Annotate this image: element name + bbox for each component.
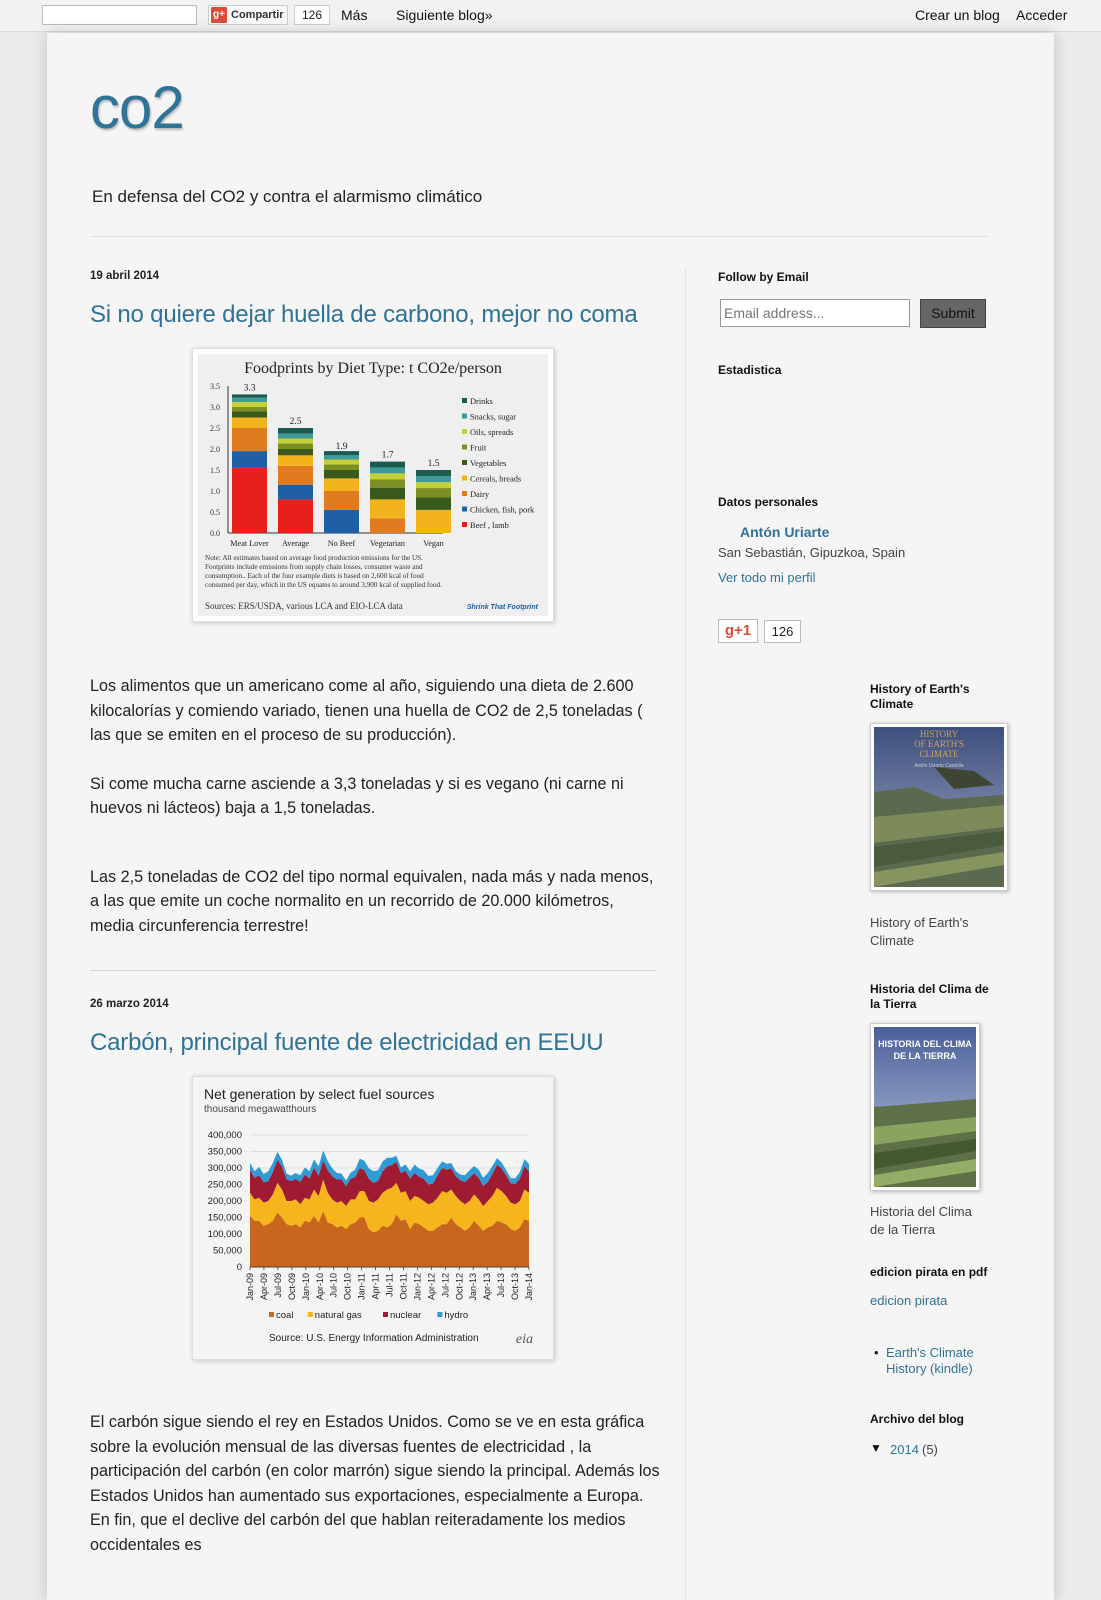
- legend-swatch: [462, 445, 467, 450]
- legend-swatch: [462, 491, 467, 496]
- y-tick-label: 2.0: [210, 445, 220, 454]
- pirate-edition-heading: edicion pirata en pdf: [870, 1265, 988, 1279]
- google-plus-icon: g+: [211, 7, 227, 23]
- legend-swatch: [462, 398, 467, 403]
- y-tick-label: 0.5: [210, 508, 220, 517]
- bar-segment: [416, 497, 451, 510]
- bar-total-label: 3.3: [243, 383, 256, 394]
- post-date: 19 abril 2014: [90, 270, 160, 282]
- bar-segment: [232, 418, 267, 429]
- x-tick-label: Apr-09: [258, 1273, 269, 1301]
- y-tick-label: 300,000: [207, 1163, 242, 1174]
- chart-source: Sources: ERS/USDA, various LCA and EIO-LCA data: [205, 601, 403, 611]
- legend-swatch: [437, 1312, 442, 1317]
- bar-segment: [416, 470, 451, 476]
- share-label: Compartir: [231, 9, 284, 21]
- bar-segment: [416, 488, 451, 497]
- navbar-search-input[interactable]: [42, 5, 197, 25]
- triangle-down-icon[interactable]: ▼: [870, 1441, 882, 1455]
- net-generation-chart[interactable]: [192, 1076, 554, 1360]
- bar-segment: [370, 518, 405, 533]
- statistics-heading: Estadistica: [718, 363, 782, 377]
- chart-note-line: consumption.. Each of the four example diets is based on 2,600 kcal of food: [205, 572, 424, 580]
- bar-segment: [324, 491, 359, 510]
- post-paragraph: Si come mucha carne asciende a 3,3 toneladas y si es vegano (ni carne ni huevos ni lácteos) baja a 1,5 toneladas.: [90, 774, 624, 817]
- blog-description: En defensa del CO2 y contra el alarmismo climático: [92, 187, 483, 206]
- legend-swatch: [269, 1312, 274, 1317]
- bar-segment: [232, 398, 267, 402]
- archive-heading: Archivo del blog: [870, 1412, 965, 1426]
- bar-segment: [278, 449, 313, 455]
- bar-segment: [370, 473, 405, 479]
- foodprints-chart[interactable]: [192, 348, 554, 622]
- bar-segment: [232, 451, 267, 468]
- bar-segment: [278, 439, 313, 444]
- create-blog-link[interactable]: Crear un blog: [915, 7, 1000, 23]
- legend-swatch: [462, 507, 467, 512]
- kindle-link[interactable]: Earth's Climate History (kindle): [886, 1345, 974, 1376]
- y-tick-label: 1.0: [210, 487, 220, 496]
- archive-year-link[interactable]: 2014: [890, 1442, 919, 1457]
- bar-segment: [324, 478, 359, 491]
- legend-swatch: [462, 429, 467, 434]
- category-label: No Beef: [327, 539, 356, 548]
- x-tick-label: Apr-12: [426, 1273, 437, 1301]
- x-tick-label: Oct-09: [286, 1273, 297, 1301]
- post-paragraph: Las 2,5 toneladas de CO2 del tipo normal equivalen, nada más y nada menos, a las que emite un coche normalito en un recorrido de 20.000 kilómetros, media circunferencia terrestre!: [90, 867, 654, 935]
- post-body: [90, 1410, 660, 1557]
- x-tick-label: Jan-11: [356, 1273, 367, 1300]
- legend-label: Chicken, fish, pork: [470, 505, 535, 515]
- bar-segment: [232, 402, 267, 407]
- book1-heading: History of Earth's Climate: [870, 682, 970, 711]
- y-tick-label: 100,000: [207, 1229, 242, 1240]
- x-tick-label: Jul-13: [496, 1273, 507, 1298]
- google-plus-count: 126: [764, 620, 801, 643]
- post-body: [90, 674, 660, 938]
- legend-label: Fruit: [470, 443, 487, 453]
- share-button[interactable]: [208, 5, 288, 25]
- post-title[interactable]: Si no quiere dejar huella de carbono, mejor no coma: [90, 301, 638, 328]
- x-tick-label: Jul-12: [440, 1273, 451, 1298]
- chart-note: [205, 554, 442, 589]
- google-plus-one-button[interactable]: g+1: [718, 619, 758, 643]
- post-separator: [90, 970, 656, 971]
- chart-note-line: Footprints include emissions from supply chain losses, consumer waste and: [205, 563, 423, 571]
- y-tick-label: 0.0: [210, 529, 220, 538]
- legend-label: nuclear: [390, 1310, 422, 1321]
- archive-count: (5): [922, 1442, 938, 1457]
- legend-swatch: [462, 522, 467, 527]
- bar-segment: [370, 462, 405, 468]
- x-tick-label: Oct-12: [454, 1273, 465, 1301]
- bar-segment: [278, 455, 313, 466]
- y-tick-label: 2.5: [210, 424, 220, 433]
- blogger-navbar: [0, 0, 1101, 32]
- y-tick-label: 1.5: [210, 466, 220, 475]
- post-title[interactable]: Carbón, principal fuente de electricidad en EEUU: [90, 1029, 604, 1056]
- book2-caption: Historia del Clima de la Tierra: [870, 1204, 972, 1237]
- x-tick-label: Jan-12: [412, 1273, 423, 1301]
- category-label: Average: [281, 539, 310, 548]
- legend-label: Cereals, breads: [470, 474, 522, 484]
- chart-title: Net generation by select fuel sources: [204, 1086, 435, 1102]
- eia-logo: eia: [515, 1332, 533, 1347]
- bar-segment: [278, 485, 313, 500]
- blog-page: [47, 33, 1054, 1600]
- bar-segment: [278, 444, 313, 449]
- book2-heading: Historia del Clima de la Tierra: [870, 982, 989, 1011]
- bar-segment: [324, 470, 359, 478]
- category-label: Vegetarian: [369, 539, 406, 548]
- pirate-edition-link[interactable]: edicion pirata: [870, 1293, 948, 1308]
- book1-cover-title: HISTORY OF EARTH'S CLIMATE: [914, 729, 964, 759]
- profile-name-link[interactable]: Antón Uriarte: [740, 524, 830, 540]
- legend-label: natural gas: [314, 1310, 362, 1321]
- legend-label: Beef , lamb: [470, 521, 509, 530]
- y-tick-label: 3.0: [210, 403, 220, 412]
- legend-swatch: [383, 1312, 388, 1317]
- bar-segment: [370, 499, 405, 518]
- email-input[interactable]: [720, 299, 910, 327]
- bar-segment: [324, 510, 359, 533]
- view-profile-link[interactable]: Ver todo mi perfil: [718, 570, 816, 585]
- bar-segment: [232, 407, 267, 411]
- chart-subtitle: thousand megawatthours: [204, 1104, 317, 1115]
- category-label: Meat Lover: [230, 539, 269, 548]
- legend-label: Snacks, sugar: [470, 412, 517, 422]
- chart-title: Foodprints by Diet Type: t CO2e/person: [244, 360, 502, 377]
- net-generation-chart-svg: [193, 1077, 553, 1359]
- bar-segment: [416, 476, 451, 482]
- legend-swatch: [462, 414, 467, 419]
- x-tick-label: Oct-11: [398, 1273, 409, 1300]
- bar-segment: [370, 488, 405, 500]
- chart-note-line: consumed per day, which in the US equates to around 3,900 kcal of supplied food.: [205, 581, 442, 589]
- follow-by-email-heading: Follow by Email: [718, 270, 809, 284]
- bar-segment: [370, 479, 405, 487]
- profile-location: San Sebastián, Gipuzkoa, Spain: [718, 545, 906, 560]
- bar-segment: [232, 411, 267, 417]
- bar-segment: [416, 510, 451, 533]
- bar-segment: [232, 394, 267, 397]
- more-link[interactable]: Más: [341, 7, 368, 23]
- legend-swatch: [462, 460, 467, 465]
- legend-label: Vegetables: [470, 459, 507, 468]
- legend-label: Drinks: [470, 397, 493, 406]
- y-tick-label: 50,000: [212, 1245, 242, 1257]
- chart-note-line: Note: All estimates based on average food production emissions for the US.: [205, 554, 423, 562]
- profile-heading: Datos personales: [718, 495, 819, 509]
- header-divider: [90, 236, 988, 237]
- post-paragraph: El carbón sigue siendo el rey en Estados Unidos. Como se ve en esta gráfica sobre la evolución mensual de las diversas fuentes de electricidad , la participación del carbón (en color marrón) sigue siendo la principal. Además los Estados Unidos han aumentado sus exportaciones, especialmente a Europa. En fin, que el declive del carbón del que hablan reiteradamente los medios occidentales es: [90, 1413, 660, 1554]
- legend-label: hydro: [444, 1310, 469, 1321]
- y-tick-label: 350,000: [207, 1146, 242, 1158]
- bar-total-label: 1.7: [381, 450, 394, 461]
- category-label: Vegan: [423, 539, 444, 548]
- x-tick-label: Apr-11: [370, 1273, 381, 1300]
- legend-label: coal: [276, 1310, 294, 1321]
- y-tick-label: 150,000: [207, 1212, 242, 1224]
- legend-label: Dairy: [470, 490, 490, 499]
- submit-button[interactable]: Submit: [920, 299, 986, 328]
- post-paragraph: Los alimentos que un americano come al año, siguiendo una dieta de 2.600 kilocalorías y comiendo variado, tienen una huella de CO2 de 2,5 toneladas ( las que se emiten en el proceso de su producción).: [90, 677, 643, 744]
- legend-swatch: [462, 476, 467, 481]
- bar-segment: [416, 482, 451, 488]
- x-tick-label: Oct-10: [342, 1273, 353, 1301]
- chart-source: Source: U.S. Energy Information Administration: [269, 1333, 479, 1344]
- book1-cover-author: Antón Uriarte Cantolla: [914, 763, 964, 769]
- book2-cover-title: HISTORIA DEL CLIMA DE LA TIERRA: [878, 1039, 972, 1061]
- bar-total-label: 2.5: [289, 417, 302, 427]
- y-tick-label: 250,000: [207, 1179, 242, 1191]
- bullet-icon: •: [874, 1345, 879, 1360]
- x-tick-label: Jul-11: [384, 1273, 395, 1297]
- x-tick-label: Jan-09: [245, 1273, 255, 1301]
- x-tick-label: Jan-14: [524, 1273, 534, 1301]
- x-tick-label: Jul-09: [272, 1273, 283, 1298]
- share-count: 126: [294, 5, 330, 25]
- bar-segment: [324, 465, 359, 470]
- x-tick-label: Apr-13: [482, 1273, 493, 1301]
- legend-label: Oils, spreads: [470, 428, 514, 437]
- legend-swatch: [308, 1312, 313, 1317]
- bar-segment: [324, 460, 359, 465]
- y-tick-label: 0: [236, 1262, 242, 1273]
- book1-cover-image: [874, 727, 1004, 887]
- post-date: 26 marzo 2014: [90, 998, 169, 1010]
- y-tick-label: 400,000: [207, 1130, 242, 1141]
- chart-brand: Shrink That Footprint: [466, 604, 538, 611]
- bar-segment: [324, 455, 359, 459]
- bar-segment: [278, 466, 313, 485]
- y-tick-label: 200,000: [207, 1196, 242, 1207]
- bar-segment: [370, 467, 405, 473]
- book2-cover-image: [874, 1027, 976, 1187]
- book1-cover[interactable]: [870, 723, 1008, 891]
- book2-cover[interactable]: [870, 1023, 980, 1191]
- x-tick-label: Jan-10: [300, 1273, 311, 1301]
- x-tick-label: Apr-10: [314, 1273, 325, 1301]
- book1-caption: History of Earth's Climate: [870, 915, 969, 948]
- column-divider: [685, 268, 686, 1600]
- bar-segment: [232, 428, 267, 451]
- bar-segment: [278, 428, 313, 433]
- bar-segment: [278, 499, 313, 533]
- blog-title[interactable]: co2: [90, 74, 184, 141]
- foodprints-chart-svg: [193, 349, 553, 621]
- bar-segment: [278, 433, 313, 438]
- x-tick-label: Jul-10: [328, 1273, 339, 1298]
- x-tick-label: Jan-13: [468, 1273, 479, 1301]
- bar-segment: [232, 468, 267, 533]
- bar-total-label: 1.9: [335, 442, 348, 453]
- next-blog-link[interactable]: Siguiente blog»: [396, 7, 493, 23]
- y-tick-label: 3.5: [210, 382, 220, 391]
- sign-in-link[interactable]: Acceder: [1016, 7, 1068, 23]
- x-tick-label: Oct-13: [510, 1273, 521, 1301]
- bar-total-label: 1.5: [427, 459, 440, 469]
